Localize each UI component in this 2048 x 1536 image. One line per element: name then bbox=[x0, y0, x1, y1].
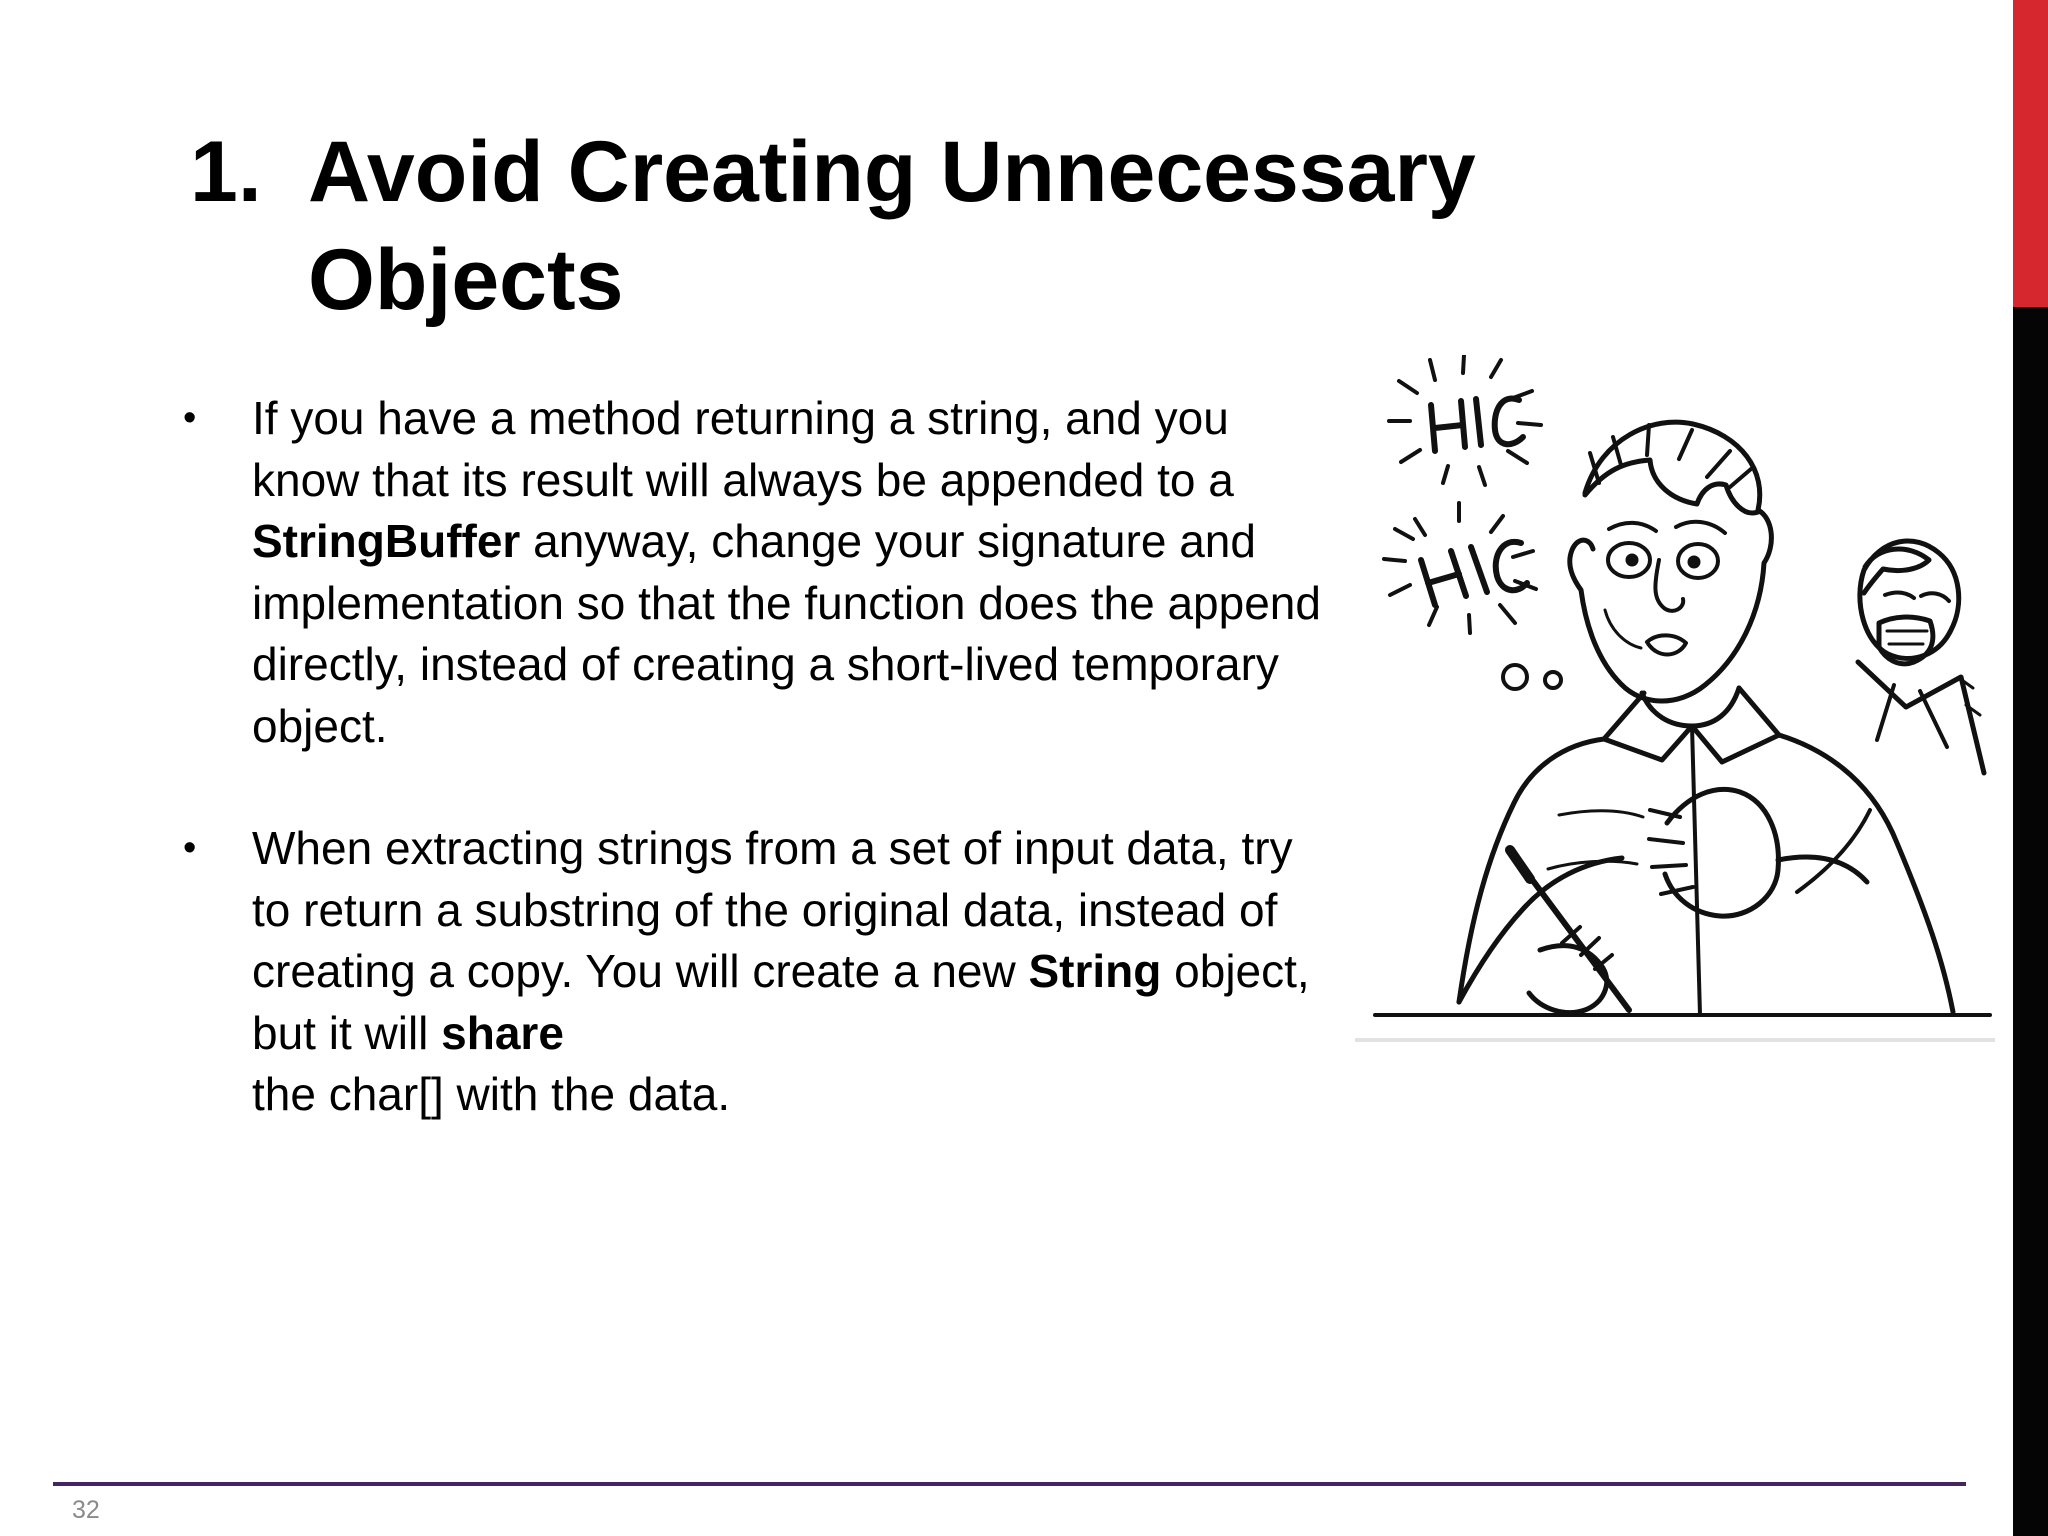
string-term: String bbox=[1028, 945, 1162, 997]
bullet-text-part: If you have a method returning a string, and you know that its result will always be appended to a bbox=[252, 392, 1247, 506]
bullet-text-part: When extracting strings from a set of input data, try to return a substring of the original data, instead of creating a copy. You will create a new bbox=[252, 822, 1306, 997]
bullet-text bbox=[252, 388, 1340, 757]
bullet-marker: • bbox=[183, 397, 197, 439]
title-line-1: Avoid Creating Unnecessary bbox=[308, 124, 1476, 220]
title-line-2: Objects bbox=[308, 232, 624, 328]
bullet-text-part: the char[] with the data. bbox=[252, 1068, 731, 1120]
hic-text-lower bbox=[1421, 542, 1527, 605]
footer-rule bbox=[53, 1482, 1966, 1486]
share-term: share bbox=[441, 1006, 564, 1059]
title-number: 1. bbox=[190, 124, 262, 220]
bullet-text bbox=[252, 818, 1340, 1126]
edge-accent-red bbox=[2013, 0, 2048, 307]
hiccup-cartoon-icon bbox=[1355, 355, 1995, 1045]
hic-text-upper bbox=[1431, 399, 1523, 451]
title-text bbox=[308, 118, 1590, 334]
stringbuffer-term: StringBuffer bbox=[252, 515, 521, 567]
bullet-marker: • bbox=[183, 827, 197, 869]
bullet-text-part: object, but it will bbox=[252, 945, 1323, 1059]
bullet-list bbox=[180, 388, 1340, 1187]
edge-accent-black bbox=[2013, 307, 2048, 1536]
bullet-item bbox=[180, 388, 1340, 757]
bullet-item bbox=[180, 818, 1340, 1126]
slide-title bbox=[190, 118, 1590, 334]
page-number: 32 bbox=[72, 1496, 100, 1524]
bullet-text-part: anyway, change your signature and implementation so that the function does the append directly, instead of creating a short-lived temporary object. bbox=[252, 515, 1334, 752]
